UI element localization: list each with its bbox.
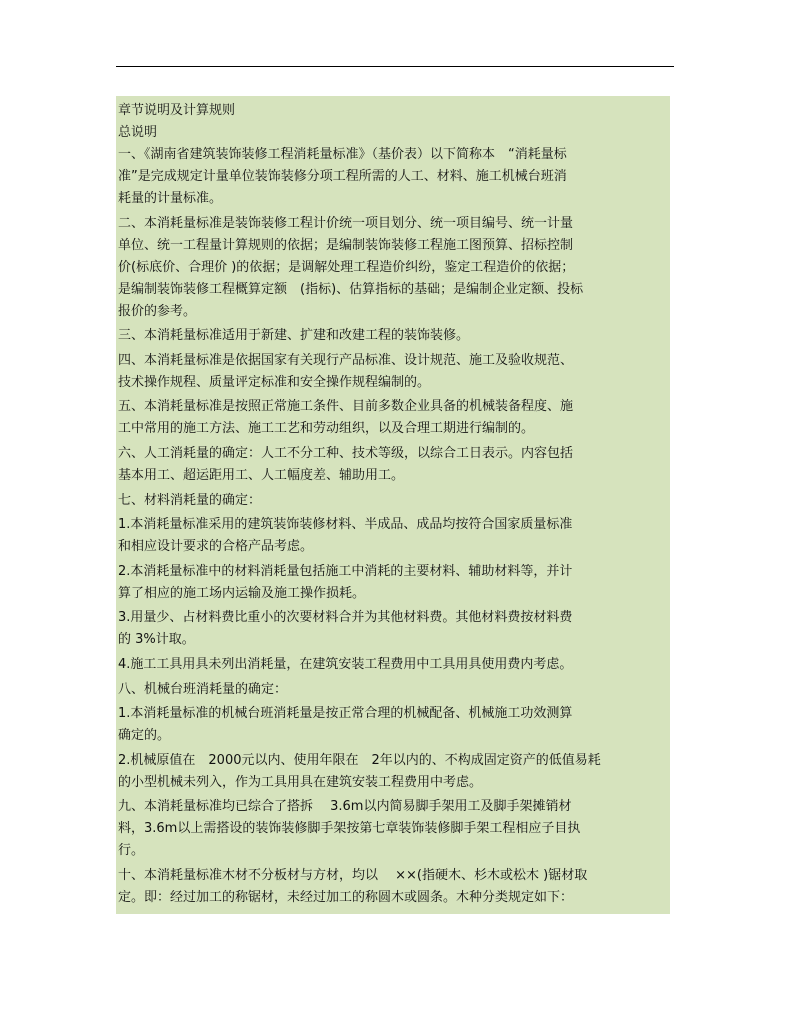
text-line: 耗量的计量标准。 — [118, 191, 223, 206]
text-line: 基本用工、超运距用工、人工幅度差、辅助用工。 — [118, 467, 405, 483]
text-line: 的 3%计取。 — [118, 632, 195, 648]
text-line: 五、本消耗量标准是按照正常施工条件、目前多数企业具备的机械装备程度、施 — [118, 399, 574, 415]
text-line: 九、本消耗量标准均已综合了搭拆 3.6m以内简易脚手架用工及脚手架摊销材 — [118, 799, 572, 815]
text-line: 1.本消耗量标准采用的建筑装饰装修材料、半成品、成品均按符合国家质量标准 — [118, 517, 573, 533]
text-line: 料，3.6m以上需搭设的装饰装修脚手架按第七章装饰装修脚手架工程相应子目执 — [118, 821, 581, 837]
text-line: 2.本消耗量标准中的材料消耗量包括施工中消耗的主要材料、辅助材料等，并计 — [118, 563, 573, 579]
section-heading: 章节说明及计算规则 — [118, 103, 236, 118]
text-line: 4.施工工具用具未列出消耗量，在建筑安装工程费用中工具用具使用费内考虑。 — [118, 656, 573, 672]
text-line: 3.用量少、占材料费比重小的次要材料合并为其他材料费。其他材料费按材料费 — [118, 610, 573, 626]
text-line: 1.本消耗量标准的机械台班消耗量是按正常合理的机械配备、机械施工功效测算 — [118, 706, 573, 722]
text-line: 十、本消耗量标准木材不分板材与方材，均以 ××(指硬木、杉木或松木 )锯材取 — [118, 867, 588, 883]
text-line: 技术操作规程、质量评定标准和安全操作规程编制的。 — [118, 374, 431, 390]
text-line: 七、材料消耗量的确定： — [118, 492, 262, 508]
text-line: 定。即：经过加工的称锯材，未经过加工的称圆木或圆条。木种分类规定如下： — [118, 889, 574, 905]
text-line: 2.机械原值在 2000元以内、使用年限在 2年以内的、不构成固定资产的低值易耗 — [118, 752, 601, 768]
text-line: 三、本消耗量标准适用于新建、扩建和改建工程的装饰装修。 — [118, 328, 470, 344]
text-line: 是编制装饰装修工程概算定额 (指标)、估算指标的基础；是编制企业定额、投标 — [118, 281, 584, 297]
text-line: 行。 — [118, 843, 145, 859]
text-line: 六、人工消耗量的确定：人工不分工种、技术等级，以综合工日表示。内容包括 — [118, 445, 574, 461]
text-line: 单位、统一工程量计算规则的依据；是编制装饰装修工程施工图预算、招标控制 — [118, 237, 574, 253]
text-line: 八、机械台班消耗量的确定： — [118, 681, 288, 697]
text-line: 和相应设计要求的合格产品考虑。 — [118, 539, 314, 555]
text-line: 准”是完成规定计量单位装饰装修分项工程所需的人工、材料、施工机械台班消 — [118, 169, 567, 184]
text-line: 四、本消耗量标准是依据国家有关现行产品标准、设计规范、施工及验收规范、 — [118, 352, 574, 368]
text-line: 价(标底价、合理价 )的依据；是调解处理工程造价纠纷，鉴定工程造价的依据； — [118, 259, 575, 275]
text-line: 一、《湖南省建筑装饰装修工程消耗量标准》（基价表）以下简称本 “消耗量标 — [118, 147, 567, 162]
document-body — [116, 96, 670, 914]
text-line: 算了相应的施工场内运输及施工操作损耗。 — [118, 585, 366, 601]
text-line: 工中常用的施工方法、施工工艺和劳动组织，以及合理工期进行编制的。 — [118, 421, 535, 437]
text-line: 二、本消耗量标准是装饰装修工程计价统一项目划分、统一项目编号、统一计量 — [118, 215, 574, 231]
text-line: 报价的参考。 — [118, 303, 197, 319]
subsection-heading: 总说明 — [118, 125, 158, 140]
text-line: 的小型机械未列入，作为工具用具在建筑安装工程费用中考虑。 — [118, 774, 483, 790]
header-rule — [116, 66, 674, 67]
text-line: 确定的。 — [118, 728, 171, 744]
